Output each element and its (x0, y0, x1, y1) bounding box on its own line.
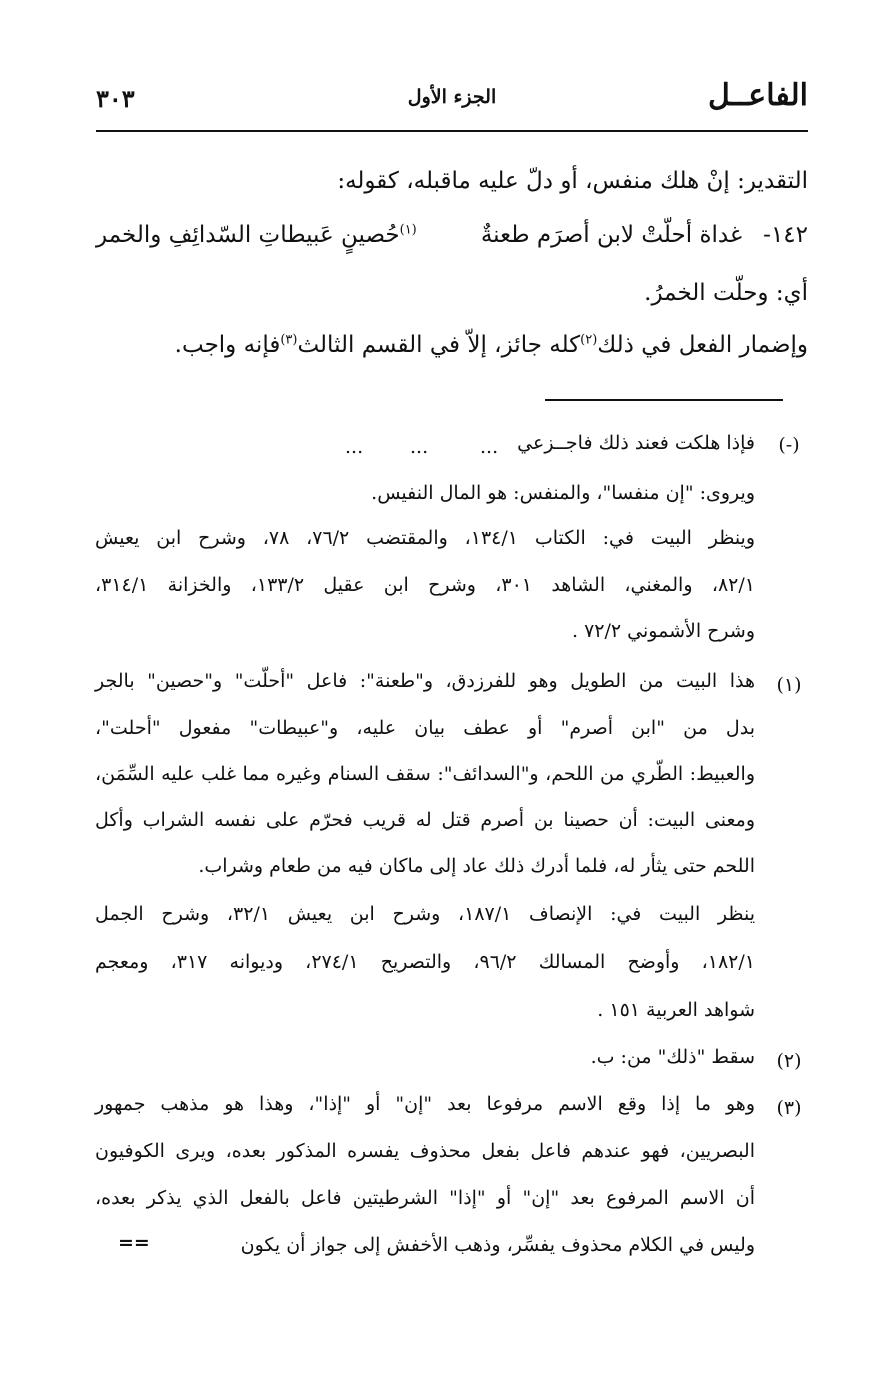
footnote-line: سقط "ذلك" من: ب. (590, 1046, 755, 1068)
verse-first-hemistich: غداة أحلّتْ لابن أصرَم طعنةٌ (480, 222, 742, 248)
header-rule (96, 130, 808, 132)
footnote-line: ينظر البيت في: الإنصاف ١٨٧/١، وشرح ابن يعيش ٣٢/١، وشرح الجمل (95, 903, 756, 925)
footnote-ref: (١) (399, 222, 417, 238)
footnote-line: وهو ما إذا وقع الاسم مرفوعا بعد "إن" أو "إذا"، وهذا هو مذهب جمهور (95, 1093, 755, 1115)
ellipsis: ... (410, 436, 429, 458)
continuation-mark: == (118, 1232, 150, 1254)
ellipsis: ... (480, 436, 499, 458)
verse (96, 222, 808, 262)
footnote-marker: (-) (778, 434, 800, 456)
footnote-line: وينظر البيت في: الكتاب ١٣٤/١، والمقتضب ٧٦/٢، ٧٨، وشرح ابن يعيش (95, 527, 756, 549)
footnote-line: ٨٢/١، والمغني، الشاهد ٣٠١، وشرح ابن عقيل ١٣٣/٢، والخزانة ٣١٤/١، (95, 574, 755, 596)
verse-number: ١٤٢- (763, 222, 808, 248)
footnote-line: ١٨٢/١، وأوضح المسالك ٩٦/٢، والتصريح ٢٧٤/١، وديوانه ٣١٧، ومعجم (95, 951, 755, 973)
footnote-marker: (٢) (776, 1050, 802, 1072)
footnote-line: بدل من "ابن أصرم" أو عطف بيان عليه، و"عبيطات" مفعول "أحلت"، (95, 717, 755, 739)
footnote-rule (545, 399, 783, 401)
footnote-line: البصريين، فهو عندهم فاعل بفعل محذوف يفسره المذكور بعده، ويرى الكوفيون (95, 1140, 755, 1162)
footnote-line: ومعنى البيت: أن حصينا بن أصرم قتل له قريب فحرّم على نفسه الشراب وأكل (95, 809, 755, 831)
running-title: الفاعــل (708, 78, 808, 113)
footnote-ref: (٣) (280, 332, 298, 348)
main-line: أي: وحلّت الخمرُ. (644, 280, 808, 306)
verse-second-hemistich (96, 222, 417, 248)
verse-second-hemistich-text: حُصينٍ عَبيطاتِ السّدائِفِ والخمر (96, 222, 400, 248)
footnote-line: شواهد العربية ١٥١ . (597, 999, 755, 1021)
footnote-marker: (١) (776, 674, 802, 696)
main-line: التقدير: إنْ هلك منفس، أو دلّ عليه ماقبله، كقوله: (337, 168, 808, 194)
footnote-line: ويروى: "إن منفسا"، والمنفس: هو المال النفيس. (371, 482, 755, 504)
main-line (175, 332, 808, 358)
volume-label: الجزء الأول (407, 86, 497, 108)
main-line-part: فإنه واجب. (174, 332, 281, 358)
page-header (96, 78, 808, 124)
footnote-line: أن الاسم المرفوع بعد "إن" أو "إذا" الشرطيتين فاعل بالفعل الذي يذكر بعده، (95, 1187, 755, 1209)
main-line-part: وإضمار الفعل في ذلك (597, 332, 808, 358)
footnote-line: هذا البيت من الطويل وهو للفرزدق، و"طعنة": فاعل "أحلّت" و"حصين" بالجر (95, 670, 755, 692)
footnote-line: اللحم حتى يثأر له، فلما أدرك ذلك عاد إلى ماكان فيه من طعام وشراب. (198, 855, 755, 877)
main-line-part: كله جائز، إلاّ في القسم الثالث (297, 332, 581, 358)
page-number: ٣٠٣ (96, 84, 135, 113)
footnote-line: وليس في الكلام محذوف يفسِّر، وذهب الأخفش إلى جواز أن يكون (240, 1234, 755, 1256)
footnote-verse-hemistich: فإذا هلكت فعند ذلك فاجــزعي (517, 432, 755, 454)
footnote-line: وشرح الأشموني ٧٢/٢ . (571, 620, 755, 642)
footnote-ref: (٢) (580, 332, 598, 348)
ellipsis: ... (345, 436, 364, 458)
footnote-marker: (٣) (776, 1097, 802, 1119)
footnote-line: والعبيط: الطّري من اللحم، و"السدائف": سقف السنام وغيره مما غلب عليه السِّمَن، (95, 763, 755, 785)
